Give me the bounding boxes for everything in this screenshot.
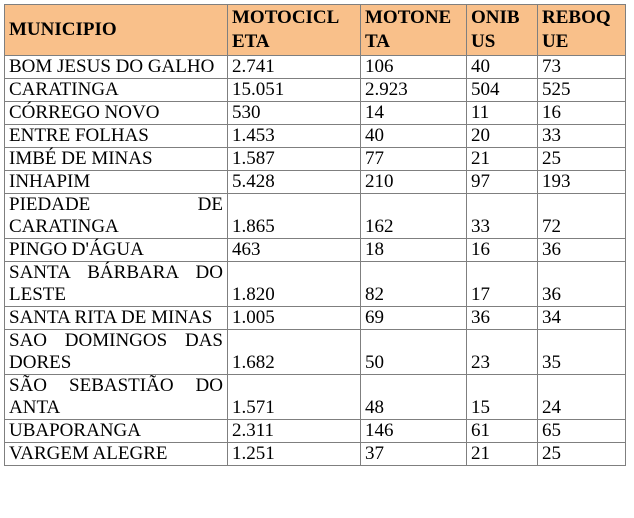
table-row	[5, 420, 626, 443]
cell-reboque: 72	[538, 194, 626, 239]
header-reboque: REBOQ UE	[538, 5, 626, 56]
cell-motoneta: 48	[361, 375, 467, 420]
table-row	[5, 56, 626, 79]
header-motocicleta: MOTOCICL ETA	[228, 5, 361, 56]
cell-reboque: 36	[538, 239, 626, 262]
cell-motoneta: 210	[361, 171, 467, 194]
table-row	[5, 171, 626, 194]
cell-motocicleta: 1.005	[228, 307, 361, 330]
table-row	[5, 375, 626, 420]
cell-municipio: SANTA BÁRBARA DO LESTE	[5, 262, 228, 307]
cell-motocicleta: 1.251	[228, 443, 361, 466]
cell-municipio: UBAPORANGA	[5, 420, 228, 443]
cell-motocicleta: 1.571	[228, 375, 361, 420]
cell-motoneta: 2.923	[361, 79, 467, 102]
cell-reboque: 16	[538, 102, 626, 125]
table-row	[5, 239, 626, 262]
cell-onibus: 21	[467, 443, 538, 466]
header-onibus: ONIB US	[467, 5, 538, 56]
cell-onibus: 61	[467, 420, 538, 443]
cell-municipio: SANTA RITA DE MINAS	[5, 307, 228, 330]
cell-reboque: 33	[538, 125, 626, 148]
cell-onibus: 21	[467, 148, 538, 171]
cell-motocicleta: 1.682	[228, 330, 361, 375]
cell-onibus: 40	[467, 56, 538, 79]
cell-motocicleta: 2.311	[228, 420, 361, 443]
cell-motocicleta: 5.428	[228, 171, 361, 194]
cell-reboque: 24	[538, 375, 626, 420]
cell-onibus: 15	[467, 375, 538, 420]
cell-motoneta: 82	[361, 262, 467, 307]
cell-municipio: PINGO D'ÁGUA	[5, 239, 228, 262]
table-header	[5, 5, 626, 56]
cell-municipio: PIEDADE DE CARATINGA	[5, 194, 228, 239]
cell-municipio: SÃO SEBASTIÃO DO ANTA	[5, 375, 228, 420]
cell-onibus: 97	[467, 171, 538, 194]
header-motoneta: MOTONE TA	[361, 5, 467, 56]
cell-municipio: ENTRE FOLHAS	[5, 125, 228, 148]
table-row	[5, 79, 626, 102]
table-row	[5, 125, 626, 148]
cell-motocicleta: 1.587	[228, 148, 361, 171]
cell-reboque: 36	[538, 262, 626, 307]
table-container	[4, 4, 626, 466]
vehicle-table	[4, 4, 626, 466]
cell-municipio: CÓRREGO NOVO	[5, 102, 228, 125]
cell-reboque: 73	[538, 56, 626, 79]
table-row	[5, 443, 626, 466]
cell-municipio: IMBÉ DE MINAS	[5, 148, 228, 171]
cell-onibus: 23	[467, 330, 538, 375]
table-row	[5, 307, 626, 330]
cell-motoneta: 14	[361, 102, 467, 125]
table-body	[5, 56, 626, 466]
header-row	[5, 5, 626, 56]
cell-motocicleta: 530	[228, 102, 361, 125]
cell-onibus: 504	[467, 79, 538, 102]
cell-municipio: SAO DOMINGOS DAS DORES	[5, 330, 228, 375]
cell-motocicleta: 463	[228, 239, 361, 262]
cell-reboque: 65	[538, 420, 626, 443]
cell-municipio: CARATINGA	[5, 79, 228, 102]
cell-municipio: INHAPIM	[5, 171, 228, 194]
cell-motoneta: 18	[361, 239, 467, 262]
cell-motocicleta: 2.741	[228, 56, 361, 79]
cell-motocicleta: 15.051	[228, 79, 361, 102]
cell-reboque: 25	[538, 443, 626, 466]
cell-reboque: 193	[538, 171, 626, 194]
table-row	[5, 102, 626, 125]
cell-reboque: 25	[538, 148, 626, 171]
cell-motoneta: 162	[361, 194, 467, 239]
table-row	[5, 194, 626, 239]
cell-reboque: 35	[538, 330, 626, 375]
cell-onibus: 33	[467, 194, 538, 239]
cell-motoneta: 50	[361, 330, 467, 375]
cell-onibus: 16	[467, 239, 538, 262]
cell-onibus: 11	[467, 102, 538, 125]
cell-municipio: BOM JESUS DO GALHO	[5, 56, 228, 79]
table-row	[5, 262, 626, 307]
table-row	[5, 148, 626, 171]
cell-reboque: 525	[538, 79, 626, 102]
cell-motoneta: 37	[361, 443, 467, 466]
cell-reboque: 34	[538, 307, 626, 330]
cell-motoneta: 69	[361, 307, 467, 330]
header-municipio: MUNICIPIO	[5, 5, 228, 56]
cell-motoneta: 40	[361, 125, 467, 148]
cell-motoneta: 106	[361, 56, 467, 79]
cell-motoneta: 146	[361, 420, 467, 443]
cell-motocicleta: 1.820	[228, 262, 361, 307]
cell-motoneta: 77	[361, 148, 467, 171]
cell-municipio: VARGEM ALEGRE	[5, 443, 228, 466]
table-row	[5, 330, 626, 375]
cell-motocicleta: 1.453	[228, 125, 361, 148]
cell-onibus: 20	[467, 125, 538, 148]
cell-onibus: 36	[467, 307, 538, 330]
cell-onibus: 17	[467, 262, 538, 307]
cell-motocicleta: 1.865	[228, 194, 361, 239]
